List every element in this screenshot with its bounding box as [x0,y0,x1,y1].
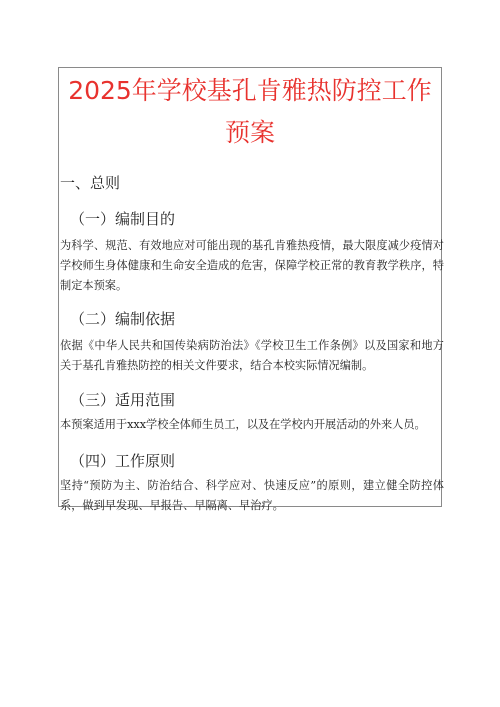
paragraph-basis: 依据《中华人民共和国传染病防治法》《学校卫生工作条例》以及国家和地方关于基孔肯雅热防控的相关文件要求，结合本校实际情况编制。 [60,339,444,372]
paragraph-scope: 本预案适用于xxx学校全体师生员工，以及在学校内开展活动的外来人员。 [60,418,426,431]
subsection-heading-scope: （三）适用范围 [70,391,176,409]
section-heading-general: 一、总则 [60,174,121,192]
subsection-heading-principles: （四）工作原则 [70,452,176,470]
document-title-line2: 预案 [224,118,275,147]
paragraph-purpose: 为科学、规范、有效地应对可能出现的基孔肯雅热疫情，最大限度减少疫情对学校师生身体健康和生命安全造成的危害，保障学校正常的教育教学秩序，特制定本预案。 [60,239,444,292]
subsection-heading-purpose: （一）编制目的 [70,210,176,228]
subsection-heading-basis: （二）编制依据 [70,310,176,328]
paragraph-principles: 坚持“预防为主、防治结合、科学应对、快速反应”的原则，建立健全防控体系，做到早发现、早报告、早隔离、早治疗。 [60,479,444,512]
document-title-line1: 2025年学校基孔肯雅热防控工作 [68,76,432,105]
